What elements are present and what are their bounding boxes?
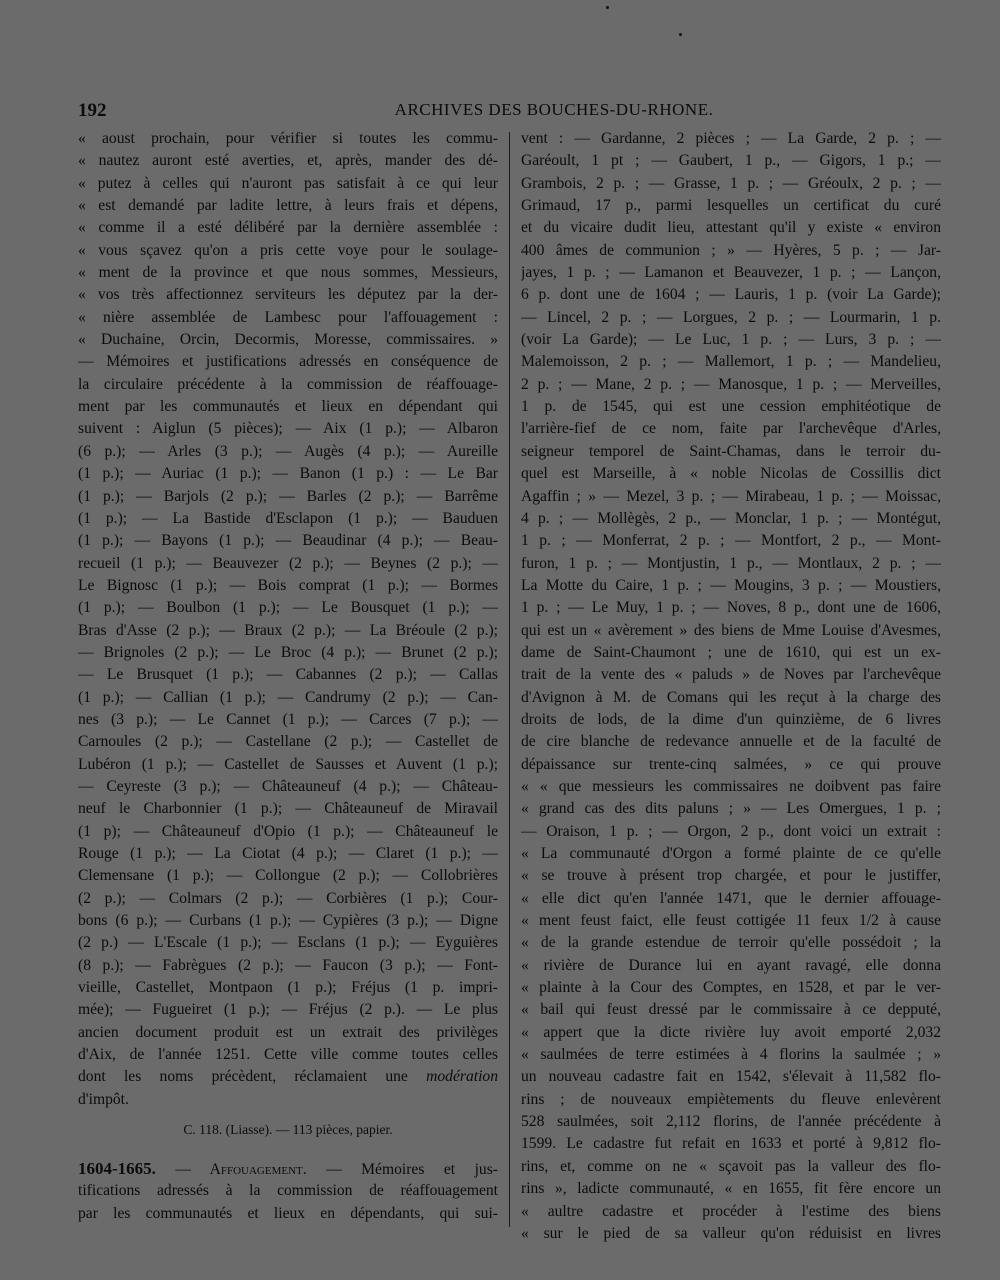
text-line: Grimaud, 17 p., parmi lesquelles un certificat du curé [521,197,941,215]
ink-speck [679,33,682,36]
text-line: « Duchaine, Orcin, Decormis, Moresse, commissaires. » [78,331,498,349]
text-line: « sur le pied de sa valleur qu'on réduisist en livres [521,1224,941,1242]
entry-title: — Affouagement. [175,1161,307,1178]
text-line: Le Bignosc (1 p.); — Bois comprat (1 p.); — Bormes [78,576,498,594]
text-line: (1 p.); — La Bastide d'Esclapon (1 p.); — Bauduen [78,509,498,527]
entry-first-line [78,1158,498,1180]
text-line: « aoust prochain, pour vérifier si toutes les commu- [78,130,498,147]
text-line: jayes, 1 p. ; — Lamanon et Beauvezer, 1 p. ; — Lançon, [521,264,941,282]
text-line: et du vicaire dudit lieu, attestant qu'il y existe « environ [521,219,941,237]
text-line: « nautez auront esté averties, et, après, mander des dé- [78,152,498,170]
text-line: l'arrière-fief de ce nom, faite par l'archevêque d'Arles, [521,420,941,438]
text-line: un nouveau cadastre fait en 1542, s'élevait à 11,582 flo- [521,1068,941,1086]
text-line: (1 p.); — Boulbon (1 p.); — Le Bousquet (1 p.); — [78,599,498,617]
text-line: « saulmées de terre estimées à 4 florins la saulmée ; » [521,1046,941,1064]
text-line: dont les noms précèdent, réclamaient une modération [78,1068,498,1086]
text-line: trait de la vente des « paluds » de Noves par l'archevêque [521,666,941,684]
text-line: ment par les communautés et lieux en dépendant qui [78,398,498,416]
text-line: « est demandé par ladite lettre, à leurs frais et dépens, [78,197,498,215]
text-line: « aultre cadastre et procéder à l'estime des biens [521,1202,941,1220]
archive-reference: C. 118. (Liasse). — 113 pièces, papier. [183,1122,393,1137]
text-line: « bail qui feust dressé par le commissaire à ce depputé, [521,1001,941,1019]
text-line: (1 p); — Châteauneuf d'Opio (1 p.); — Châteauneuf le [78,822,498,840]
text-line: bons (6 p.); — Curbans (1 p.); — Cypières (3 p.); — Digne [78,912,498,930]
entry-line: par les communautés et lieux en dépendants, qui sui- [78,1204,498,1222]
text-line: « elle dict qu'en l'année 1471, que le dernier affouage- [521,889,941,907]
text-line: recueil (1 p.); — Beauvezer (2 p.); — Beynes (2 p.); — [78,554,498,572]
text-line: — Oraison, 1 p. ; — Orgon, 2 p., dont voici un extrait : [521,822,941,840]
text-line: d'impôt. [78,1090,129,1108]
text-line: nes (3 p.); — Le Cannet (1 p.); — Carces (7 p.); — [78,710,498,728]
text-line: seigneur temporel de Saint-Chamas, dans le terroir du- [521,442,941,460]
page-header [78,100,940,126]
text-line: « « que messieurs les commissaires ne doibvent pas faire [521,777,941,795]
text-line: la circulaire précédente à la commission de réaffouage- [78,375,498,393]
column-divider [509,132,510,1227]
right-column [521,128,941,1245]
text-line: (1 p.); — Barjols (2 p.); — Barles (2 p.); — Barrême [78,487,498,505]
text-line: qui est un « avèrement » des biens de Mme Louise d'Avesmes, [521,621,941,639]
text-line: vent : — Gardanne, 2 pièces ; — La Garde, 2 p. ; — [521,130,941,147]
text-line: Clemensane (1 p.); — Collongue (2 p.); — Collobrières [78,867,498,885]
text-line: suivent : Aiglun (5 pièces); — Aix (1 p.); — Albaron [78,420,498,438]
text-line: de cire blanche de redevance annuelle et de la faculté de [521,733,941,751]
text-line: rins », ladicte communauté, « en 1655, fit fère encore un [521,1180,941,1198]
text-line: (6 p.); — Arles (3 p.); — Augès (4 p.); — Aureille [78,442,498,460]
text-line: 1599. Le cadastre fut refait en 1633 et porté à 9,812 flo- [521,1135,941,1153]
text-line: (2 p.) — L'Escale (1 p.); — Esclans (1 p.); — Eyguières [78,934,498,952]
text-line: Carnoules (2 p.); — Castellane (2 p.); — Castellet de [78,733,498,751]
text-line: droits de lods, de la dime d'un quinzième, de 6 livres [521,710,941,728]
text-line: vieille, Castellet, Montpaon (1 p.); Fréjus (1 p. impri- [78,979,498,997]
text-line: — Lincel, 2 p. ; — Lorgues, 2 p. ; — Lourmarin, 1 p. [521,308,941,326]
text-line: « rivière de Durance lui en ayant ravagé, elle donna [521,956,941,974]
text-line: Rouge (1 p.); — La Ciotat (4 p.); — Claret (1 p.); — [78,845,498,862]
text-line: Malemoisson, 2 p. ; — Mallemort, 1 p. ; — Mandelieu, [521,353,941,371]
text-line: Agaffin ; » — Mezel, 3 p. ; — Mirabeau, 1 p. ; — Moissac, [521,487,941,505]
text-line: d'Avignon à M. de Comans qui les reçut à la charge des [521,688,941,706]
text-line: « de la grande estendue de terroir qu'elle possédoit ; la [521,934,941,952]
entry-date: 1604-1665. [78,1159,156,1178]
text-line: 1 p. ; — Le Muy, 1 p. ; — Noves, 8 p., dont une de 1606, [521,599,941,617]
text-line: (2 p.); — Colmars (2 p.); — Corbières (1 p.); Cour- [78,889,498,907]
text-line: Lubéron (1 p.); — Castellet de Sausses et Auvent (1 p.); [78,755,498,773]
text-line: (8 p.); — Fabrègues (2 p.); — Faucon (3 p.); — Font- [78,956,498,974]
text-line: Bras d'Asse (2 p.); — Braux (2 p.); — La Bréoule (2 p.); [78,621,498,639]
text-line: mée); — Fugueiret (1 p.); — Fréjus (2 p.). — Le plus [78,1001,498,1019]
text-line: « se trouve à présent trop chargée, et pour le justiffer, [521,867,941,885]
text-line: « vos très affectionnez serviteurs les députez par la der- [78,286,498,304]
text-line: 6 p. dont une de 1604 ; — Lauris, 1 p. (voir La Garde); [521,286,941,304]
text-line: La Motte du Caire, 1 p. ; — Mougins, 3 p. ; — Moustiers, [521,576,941,594]
text-line: « vous sçavez qu'on a pris cette voye pour le soulage- [78,241,498,259]
text-line: « ment de la province et que nous sommes, Messieurs, [78,264,498,282]
text-line: neuf le Charbonnier (1 p.); — Châteauneuf de Miravail [78,800,498,818]
text-line: — Mémoires et justifications adressés en conséquence de [78,353,498,371]
text-line: 4 p. ; — Mollègès, 2 p., — Monclar, 1 p. ; — Montégut, [521,509,941,527]
text-line: 1 p. de 1545, qui est une cession emphitéotique de [521,398,941,416]
text-line: « putez à celles qui n'auront pas satisfait à ce qui leur [78,174,498,192]
text-line: ancien document produit est un extrait des privilèges [78,1023,498,1041]
text-line: (1 p.); — Bayons (1 p.); — Beaudinar (4 p.); — Beau- [78,532,498,550]
text-line: (1 p.); — Auriac (1 p.); — Banon (1 p.) : — Le Bar [78,465,498,483]
text-line: — Brignoles (2 p.); — Le Broc (4 p.); — Brunet (2 p.); [78,643,498,661]
ink-speck [606,6,609,9]
text-line: Garéoult, 1 pt ; — Gaubert, 1 p., — Gigors, 1 p.; — [521,152,941,170]
text-line: « La communauté d'Orgon a formé plainte de ce qu'elle [521,845,941,862]
text-line: « appert que la dicte rivière luy avoit emporté 2,032 [521,1023,941,1041]
text-line: 528 saulmées, soit 2,112 florins, de l'année précédente à [521,1113,941,1131]
text-line: « nière assemblée de Lambesc pour l'affouagement : [78,308,498,326]
left-column [78,128,498,1111]
text-line: « comme il a esté délibéré par la dernière assemblée : [78,219,498,237]
text-line: « grand cas des dits paluns ; » — Les Omergues, 1 p. ; [521,800,941,818]
text-line: d'Aix, de l'année 1251. Cette ville comme toutes celles [78,1046,498,1064]
text-line: furon, 1 p. ; — Montjustin, 1 p., — Montlaux, 2 p. ; — [521,554,941,572]
text-line: dépaissance sur trente-cinq salmées, » ce qui prouve [521,755,941,773]
page-number: 192 [78,100,107,121]
text-line: rins, et, comme on ne « sçavoit pas la valleur des flo- [521,1157,941,1175]
text-line: « ment feust faict, elle feust cottigée 11 feux 1/2 à cause [521,912,941,930]
inventory-entry [78,1158,498,1225]
text-line: — Le Brusquet (1 p.); — Cabannes (2 p.); — Callas [78,666,498,684]
entry-first-line-rest: — Mémoires et jus- [326,1161,498,1178]
text-line: Grambois, 2 p. ; — Grasse, 1 p. ; — Gréoulx, 2 p. ; — [521,174,941,192]
text-line: quel est Marseille, à « noble Nicolas de Cossillis dict [521,465,941,483]
running-title: ARCHIVES DES BOUCHES-DU-RHONE. [394,100,714,119]
text-line: — Ceyreste (3 p.); — Châteauneuf (4 p.); — Château- [78,777,498,795]
entry-line: tifications adressés à la commission de réaffouagement [78,1182,498,1200]
text-line: dame de Saint-Chaumont ; une de 1610, qui est un ex- [521,643,941,661]
text-line: 2 p. ; — Mane, 2 p. ; — Manosque, 1 p. ; — Merveilles, [521,375,941,393]
text-line: « plainte à la Cour des Comptes, en 1528, et par le ver- [521,979,941,997]
text-line: (voir La Garde); — Le Luc, 1 p. ; — Lurs, 3 p. ; — [521,331,941,349]
text-line: rins ; de nouveaux empiètements du fleuve enlevèrent [521,1090,941,1108]
text-line: 1 p. ; — Monferrat, 2 p. ; — Montfort, 2 p., — Mont- [521,532,941,550]
text-line: 400 âmes de communion ; » — Hyères, 5 p. ; — Jar- [521,241,941,259]
text-line: (1 p.); — Callian (1 p.); — Candrumy (2 p.); — Can- [78,688,498,706]
